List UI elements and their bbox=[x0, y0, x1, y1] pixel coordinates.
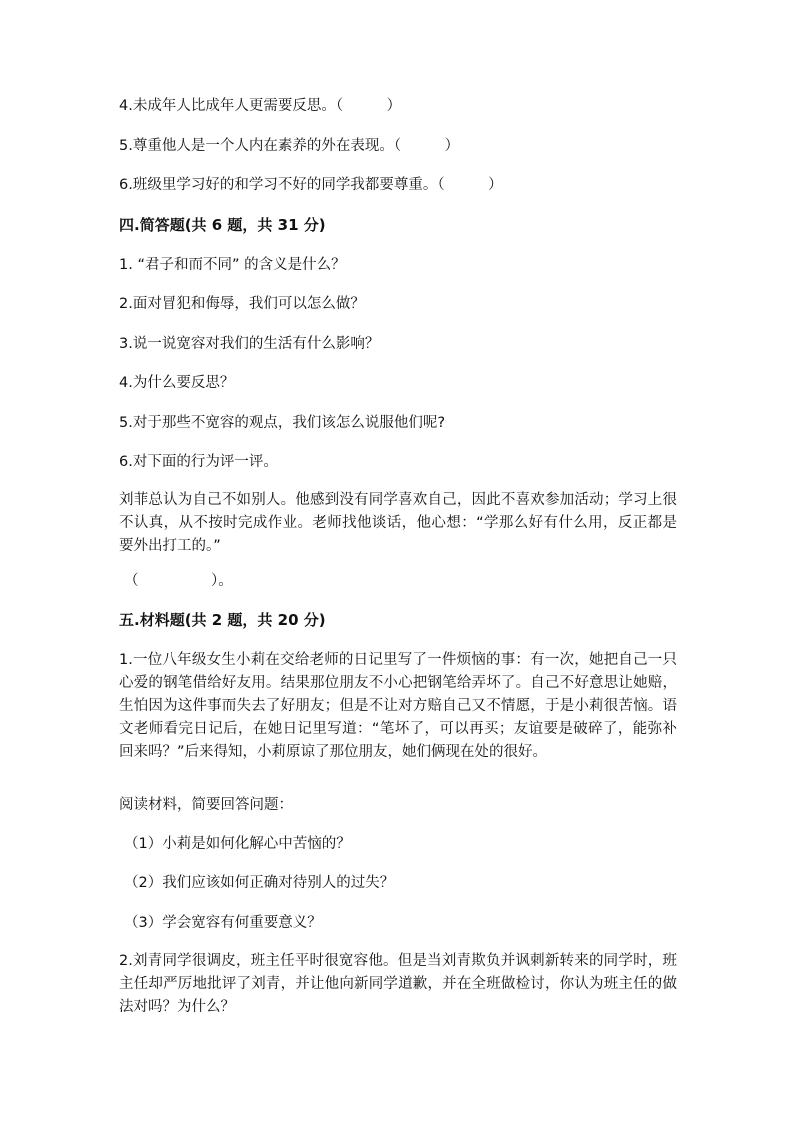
material-question-1-sub-3: （3）学会宽容有何重要意义？ bbox=[124, 915, 322, 931]
material-question-2-text: 2.刘青同学很调皮，班主任平时很宽容他。但是当刘青欺负并讽刺新转来的同学时，班主任却严厉地批评了刘青，并让他向新同学道歉，并在全班做检讨，你认为班主任的做法对吗？为什么？ bbox=[119, 953, 677, 1015]
short-answer-question-1: 1. “君子和而不同” 的含义是什么？ bbox=[119, 257, 346, 273]
short-answer-question-2: 2.面对冒犯和侮辱，我们可以怎么做？ bbox=[119, 296, 365, 312]
judgment-question-6: 6.班级里学习好的和学习不好的同学我都要尊重。（ ） bbox=[119, 177, 503, 193]
question-6-material: 刘菲总认为自己不如别人。他感到没有同学喜欢自己，因此不喜欢参加活动；学习上很不认真，从不按时完成作业。老师找他谈话，他心想：“学那么好有什么用，反正都是要外出打工的。” bbox=[119, 492, 677, 554]
material-question-1-prompt: 阅读材料，简要回答问题： bbox=[119, 797, 293, 813]
section-heading-short-answer: 四.简答题(共 6 题，共 31 分) bbox=[119, 216, 326, 234]
material-question-1-text: 1.一位八年级女生小莉在交给老师的日记里写了一件烦恼的事：有一次，她把自己一只心爱的钢笔借给好友用。结果那位朋友不小心把钢笔给弄坏了。自己不好意思让她赔，生怕因为这件事而失去了好朋友；但是不让对方赔自己又不情愿，于是小莉很苦恼。语文老师看完日记后，在她日记里写道：“笔坏了，可以再买；友谊要是破碎了，能弥补回来吗？”后来得知，小莉原谅了那位朋友，她们俩现在处的很好。 bbox=[119, 652, 677, 760]
judgment-question-4: 4.未成年人比成年人更需要反思。（ ） bbox=[119, 98, 402, 114]
short-answer-question-4: 4.为什么要反思？ bbox=[119, 375, 235, 391]
short-answer-question-3: 3.说一说宽容对我们的生活有什么影响？ bbox=[119, 336, 380, 352]
material-question-1-sub-1: （1）小莉是如何化解心中苦恼的？ bbox=[124, 836, 351, 852]
material-question-1-sub-2: （2）我们应该如何正确对待别人的过失？ bbox=[124, 875, 395, 891]
short-answer-question-6: 6.对下面的行为评一评。 bbox=[119, 454, 278, 470]
question-6-answer-blank: （ ）。 bbox=[124, 573, 233, 589]
short-answer-question-5: 5.对于那些不宽容的观点，我们该怎么说服他们呢? bbox=[119, 415, 446, 431]
judgment-question-5: 5.尊重他人是一个人内在素养的外在表现。（ ） bbox=[119, 138, 460, 154]
section-heading-material: 五.材料题(共 2 题，共 20 分) bbox=[119, 611, 326, 629]
